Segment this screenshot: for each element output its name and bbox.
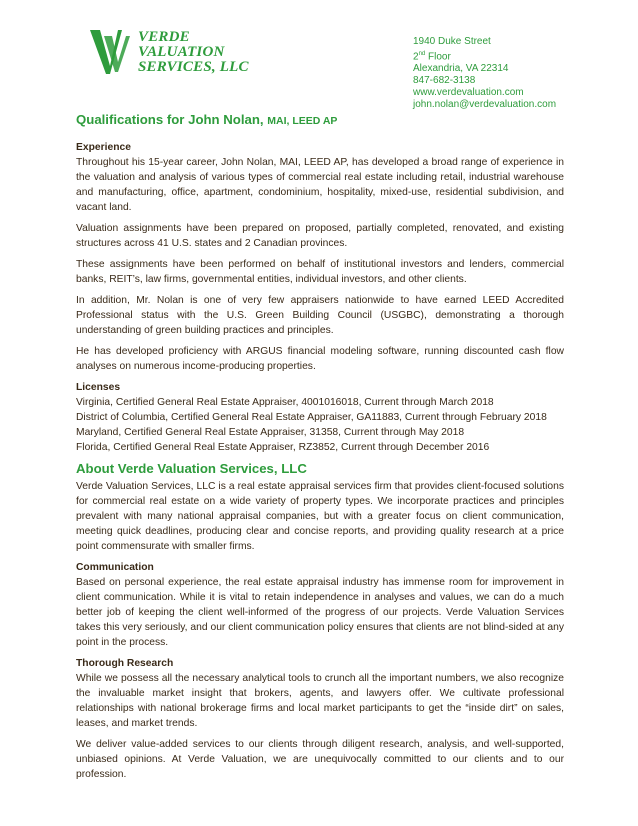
floor-word: Floor (425, 51, 451, 63)
contact-street: 1940 Duke Street (413, 36, 491, 47)
experience-paragraph: Valuation assignments have been prepared on proposed, partially completed, renovated, and existing structures across 41 U.S. states and 2 Canadian provinces. (76, 223, 564, 249)
document-body (76, 112, 564, 788)
contact-website[interactable]: www.verdevaluation.com (413, 87, 524, 99)
contact-email[interactable]: john.nolan@verdevaluation.com (413, 99, 557, 111)
vv-monogram-icon (88, 26, 136, 76)
license-item: Florida, Certified General Real Estate Appraiser, RZ3852, Current through December 2016 (76, 442, 490, 453)
communication-heading: Communication (76, 562, 154, 573)
qualifications-title (76, 112, 564, 129)
qualifications-title-text: Qualifications for John Nolan, (76, 112, 268, 127)
contact-floor (413, 48, 556, 63)
logo-line-1: VERDE (138, 29, 190, 45)
experience-paragraph: In addition, Mr. Nolan is one of very few appraisers nationwide to have earned LEED Accredited Professional status with the U.S. Green Building Council (USGBC), demonstrating a thorough understanding of green building practices and principles. (76, 295, 564, 336)
qualifications-title-suffix: MAI, LEED AP (267, 115, 338, 127)
about-intro: Verde Valuation Services, LLC is a real estate appraisal services firm that provides client-focused solutions for commercial real estate on a wide variety of property types. We incorporate practices and principles prevalent with many national appraisal companies, but with a greater focus on client communication, meeting quick deadlines, producing clear and concise reports, and providing quality research at a price point commensurate with smaller firms. (76, 481, 564, 552)
contact-city: Alexandria, VA 22314 (413, 63, 509, 75)
closing-paragraph: We deliver value-added services to our clients through diligent research, analysis, and well-supported, unbiased opinions. At Verde Valuation, we are unequivocally committed to our clients and to our profession. (76, 739, 564, 780)
logo-line-2: VALUATION (138, 44, 225, 60)
floor-number: 2 (413, 51, 419, 63)
license-item: Virginia, Certified General Real Estate Appraiser, 4001016018, Current through March 2018 (76, 397, 494, 408)
company-logo (88, 26, 288, 86)
research-heading: Thorough Research (76, 658, 174, 669)
license-item: Maryland, Certified General Real Estate Appraiser, 31358, Current through May 2018 (76, 427, 465, 438)
contact-block (413, 36, 556, 111)
contact-phone[interactable]: 847-682-3138 (413, 75, 476, 87)
about-title: About Verde Valuation Services, LLC (76, 461, 307, 476)
license-item: District of Columbia, Certified General Real Estate Appraiser, GA11883, Current through February 2018 (76, 412, 547, 423)
logo-wordmark (138, 30, 249, 75)
communication-paragraph: Based on personal experience, the real estate appraisal industry has immense room for improvement in client communication. While it is vital to retain independence in analyses and values, we can do a much better job of keeping the client well-informed of the progress of our projects. Verde Valuation Services takes this very seriously, and our client communication policy ensures that clients are not blind-sided at any point in the process. (76, 577, 564, 648)
experience-paragraph: These assignments have been performed on behalf of institutional investors and lenders, commercial banks, REIT’s, law firms, governmental entities, individual investors, and other clients. (76, 259, 564, 285)
experience-paragraph: Throughout his 15-year career, John Nolan, MAI, LEED AP, has developed a broad range of experience in the valuation and analysis of various types of commercial real estate including retail, industrial warehouse and manufacturing, office, apartment, condominium, hospitality, mixed-use, residential subdivision, and vacant land. (76, 157, 564, 213)
licenses-heading: Licenses (76, 382, 121, 393)
experience-paragraph: He has developed proficiency with ARGUS financial modeling software, running discounted cash flow analyses on numerous income-producing properties. (76, 346, 564, 372)
licenses-list (76, 395, 564, 455)
floor-suffix: nd (418, 51, 426, 57)
research-paragraph: While we possess all the necessary analytical tools to crunch all the important numbers, we also recognize the invaluable market insight that brokers, agents, and lawyers offer. We cultivate professional relationships with national brokerage firms and local market participants to get the “inside dirt” on sales, leases, and market trends. (76, 673, 564, 729)
logo-line-3: SERVICES, LLC (138, 59, 249, 75)
experience-heading: Experience (76, 142, 131, 153)
